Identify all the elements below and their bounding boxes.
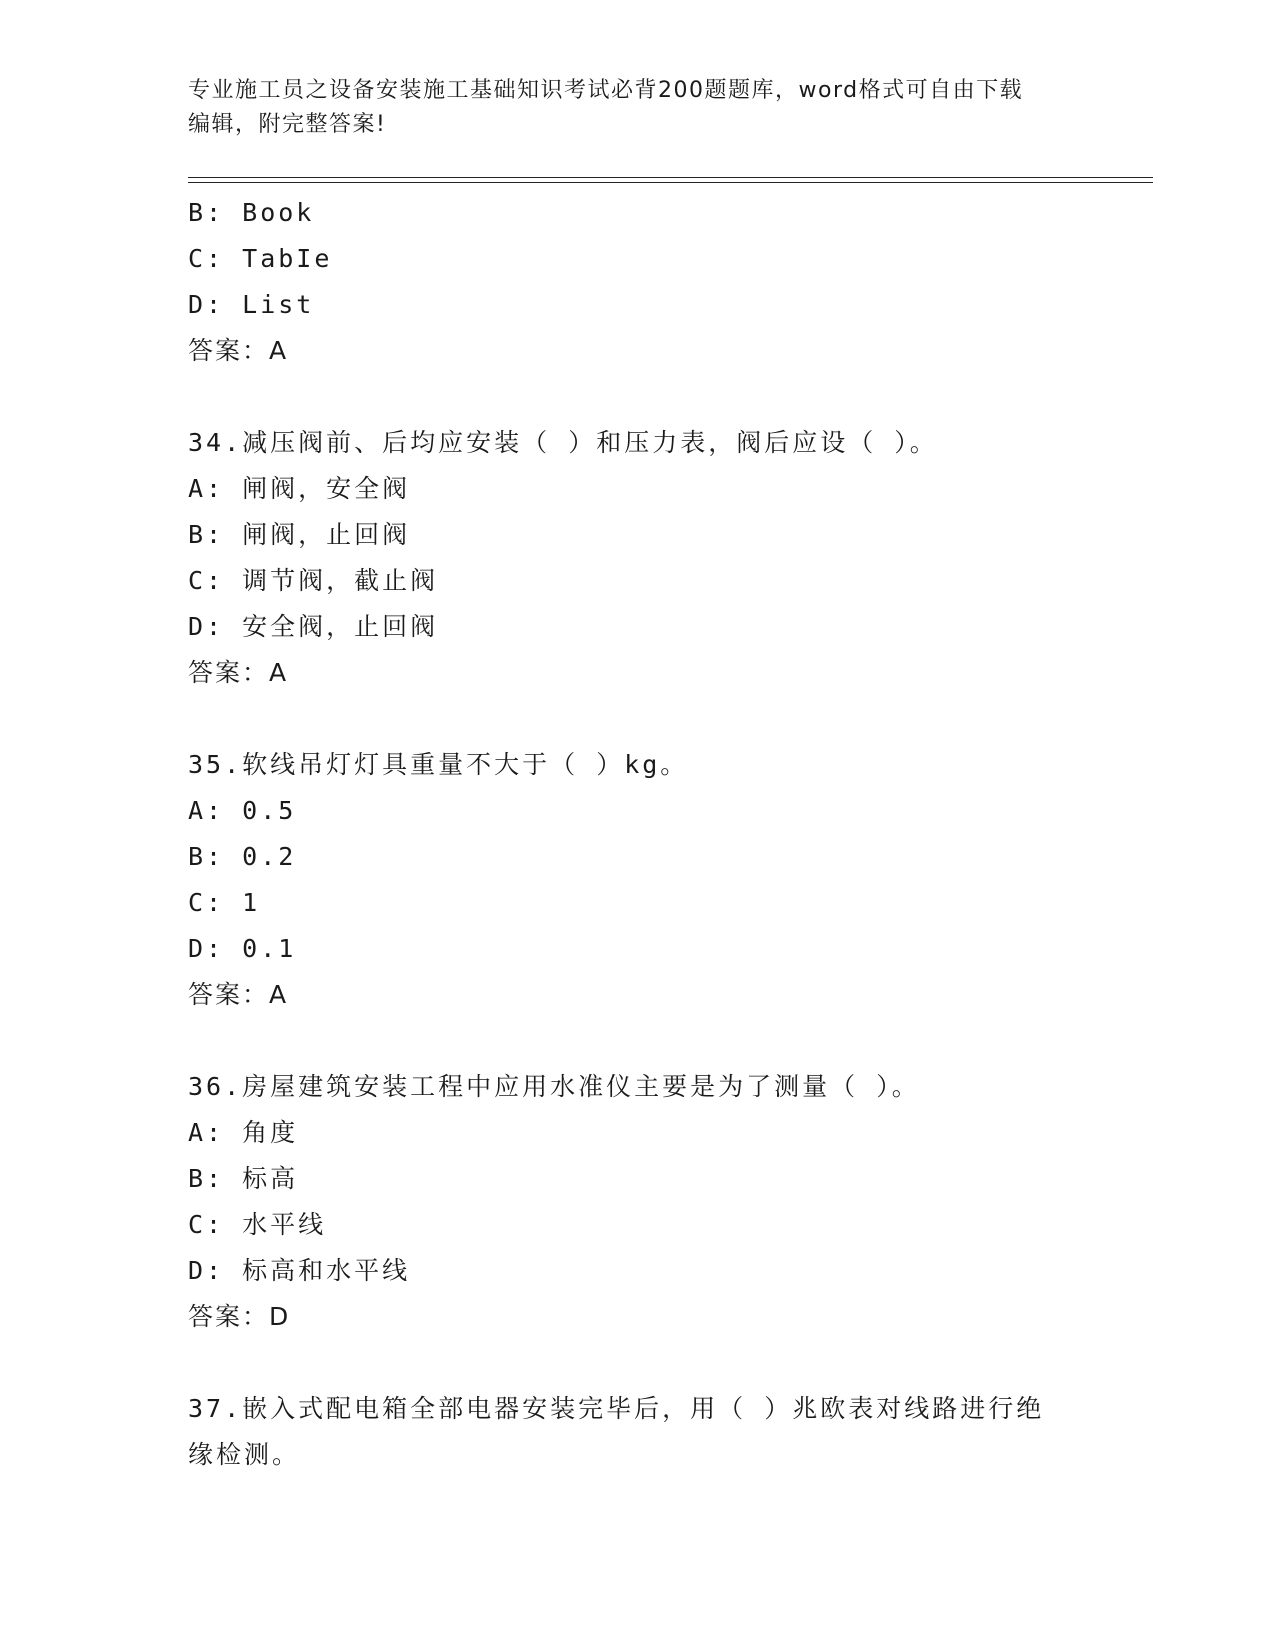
- header-line-2: 编辑，附完整答案!: [188, 112, 387, 137]
- header-line-1: 专业施工员之设备安装施工基础知识考试必背200题题库，word格式可自由下载: [188, 78, 1024, 103]
- answer-line: 答案：D: [188, 1302, 291, 1331]
- question-37: [188, 1386, 1088, 1478]
- answer-line: 答案：A: [188, 658, 289, 687]
- option-a: A: 角度: [188, 1118, 299, 1147]
- option-a: A: 闸阀，安全阀: [188, 474, 411, 503]
- question-text: 34.减压阀前、后均应安装（ ）和压力表，阀后应设（ ）。: [188, 428, 938, 457]
- spacer: [188, 1340, 1088, 1386]
- question-text-line-1: 37.嵌入式配电箱全部电器安装完毕后，用（ ）兆欧表对线路进行绝: [188, 1394, 1045, 1423]
- spacer: [188, 1018, 1088, 1064]
- option-c: C: 1: [188, 888, 261, 917]
- header-divider-bottom: [188, 182, 1153, 183]
- document-header: [188, 74, 1088, 142]
- option-b: B: 标高: [188, 1164, 299, 1193]
- question-35: [188, 742, 1088, 1018]
- option-d: D: List: [188, 290, 315, 319]
- question-34: [188, 420, 1088, 696]
- option-c: C: 水平线: [188, 1210, 327, 1239]
- question-text-line-2: 缘检测。: [188, 1440, 301, 1469]
- option-d: D: 标高和水平线: [188, 1256, 411, 1285]
- question-36: [188, 1064, 1088, 1340]
- question-33-continued: [188, 190, 1088, 374]
- question-content: [188, 190, 1088, 1478]
- option-a: A: 0.5: [188, 796, 297, 825]
- option-d: D: 安全阀，止回阀: [188, 612, 439, 641]
- option-d: D: 0.1: [188, 934, 297, 963]
- question-text: 35.软线吊灯灯具重量不大于（ ）kg。: [188, 750, 689, 779]
- spacer: [188, 374, 1088, 420]
- answer-line: 答案：A: [188, 980, 289, 1009]
- answer-line: 答案：A: [188, 336, 289, 365]
- option-c: C: 调节阀，截止阀: [188, 566, 439, 595]
- option-c: C: TabIe: [188, 244, 333, 273]
- option-b: B: 闸阀，止回阀: [188, 520, 411, 549]
- question-text: 36.房屋建筑安装工程中应用水准仪主要是为了测量（ ）。: [188, 1072, 920, 1101]
- header-divider-top: [188, 177, 1153, 178]
- option-b: B: Book: [188, 198, 315, 227]
- option-b: B: 0.2: [188, 842, 297, 871]
- spacer: [188, 696, 1088, 742]
